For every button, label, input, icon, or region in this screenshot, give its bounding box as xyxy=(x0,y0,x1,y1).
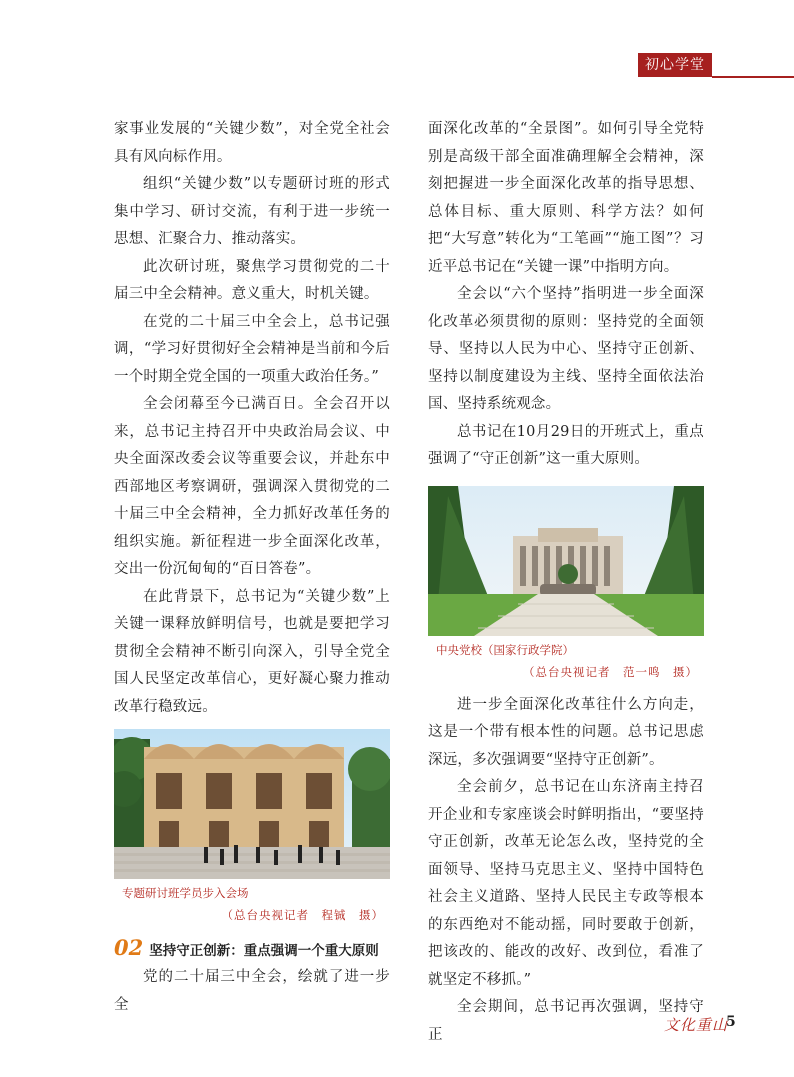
paragraph: 进一步全面深化改革往什么方向走，这是一个带有根本性的问题。总书记思虑深远，多次强调要“坚持守正创新”。 xyxy=(428,696,704,768)
header-rule xyxy=(712,76,794,78)
paragraph: 在党的二十届三中全会上，总书记强调，“学习好贯彻好全会精神是当前和今后一个时期全党全国的一项重大政治任务。” xyxy=(114,313,390,385)
photo-caption: 专题研讨班学员步入会场 xyxy=(122,886,249,900)
magazine-logo: 文化重山 xyxy=(664,1016,729,1034)
photo-conference-hall xyxy=(114,729,390,879)
paragraph: 家事业发展的“关键少数”，对全党全社会具有风向标作用。 xyxy=(114,121,390,165)
page-number: 5 xyxy=(726,1014,736,1030)
paragraph: 组织“关键少数”以专题研讨班的形式集中学习、研讨交流，有利于进一步统一思想、汇聚合力、推动落实。 xyxy=(114,176,390,247)
right-column xyxy=(428,116,704,1049)
paragraph: 全会前夕，总书记在山东济南主持召开企业和专家座谈会时鲜明指出，“要坚持守正创新，改革无论怎么改，坚持党的全面领导、坚持马克思主义、坚持中国特色社会主义道路、坚持人民民主专政等根本的东西绝对不能动摇，同时要敢于创新，把该改的、能改的改好、改到位，看准了就坚定不移抓。” xyxy=(428,779,704,988)
section-title: 坚持守正创新：重点强调一个重大原则 xyxy=(149,943,379,959)
photo-party-school xyxy=(428,486,704,636)
paragraph: 党的二十届三中全会，绘就了进一步全 xyxy=(114,969,390,1013)
paragraph: 总书记在10月29日的开班式上，重点强调了“守正创新”这一重大原则。 xyxy=(428,423,704,467)
photo-caption: 中央党校（国家行政学院） xyxy=(436,642,574,657)
paragraph: 此次研讨班，聚焦学习贯彻党的二十届三中全会精神。意义重大，时机关键。 xyxy=(114,258,390,302)
paragraph: 在此背景下，总书记为“关键少数”上关键一课释放鲜明信号，也就是要把学习贯彻全会精神不断引向深入，引导全党全国人民坚定改革信心，更好凝心聚力推动改革行稳致远。 xyxy=(114,588,390,715)
section-number: 02 xyxy=(114,935,144,960)
paragraph: 全会闭幕至今已满百日。全会召开以来，总书记主持召开中央政治局会议、中央全面深改委会议等重要会议，并赴东中西部地区考察调研，强调深入贯彻党的二十届三中全会精神，全力抓好改革任务的组织实施。新征程进一步全面深化改革，交出一份沉甸甸的“百日答卷”。 xyxy=(114,396,390,577)
paragraph: 全会期间，总书记再次强调，坚持守正 xyxy=(428,999,704,1043)
photo-credit: （总台央视记者 程铖 摄） xyxy=(221,908,384,922)
paragraph: 全会以“六个坚持”指明进一步全面深化改革必须贯彻的原则：坚持党的全面领导、坚持以人民为中心、坚持守正创新、坚持以制度建设为主线、坚持全面依法治国、坚持系统观念。 xyxy=(428,286,704,412)
section-tag: 初心学堂 xyxy=(638,53,712,77)
left-column xyxy=(114,116,390,1019)
paragraph: 面深化改革的“全景图”。如何引导全党特别是高级干部全面准确理解全会精神，深刻把握进一步全面深化改革的指导思想、总体目标、重大原则、科学方法？如何把“大写意”转化为“工笔画”“施工图”？习近平总书记在“关键一课”中指明方向。 xyxy=(428,121,704,275)
photo-credit: （总台央视记者 范一鸣 摄） xyxy=(523,664,698,679)
section-heading xyxy=(114,935,390,960)
